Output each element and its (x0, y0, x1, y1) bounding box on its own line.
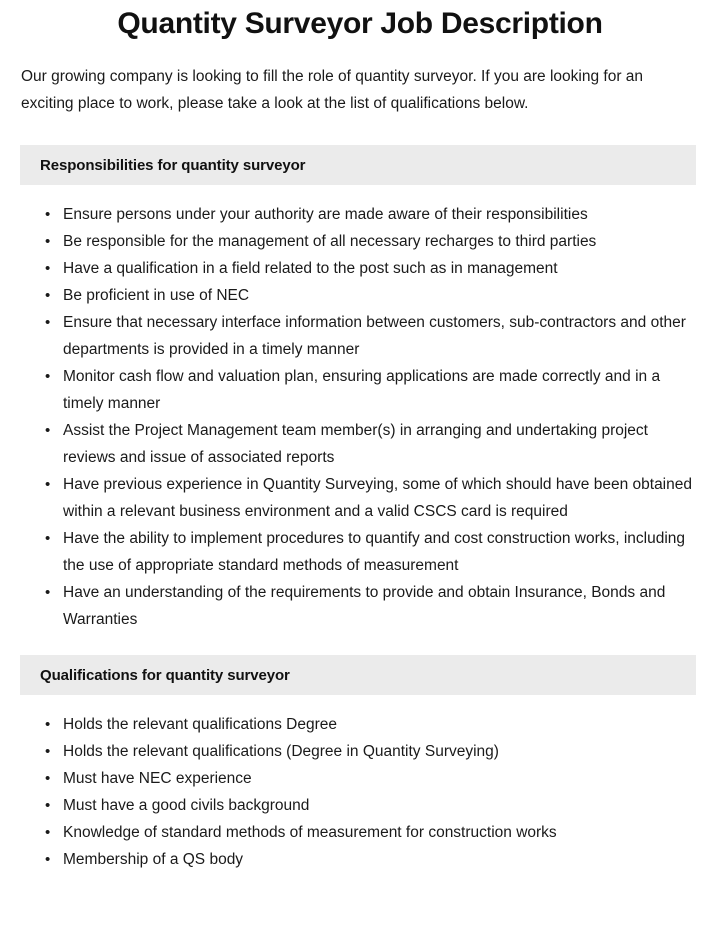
page-title: Quantity Surveyor Job Description (117, 7, 603, 40)
list-item: • Ensure persons under your authority are made aware of their responsibilities (45, 201, 696, 228)
section-responsibilities (0, 145, 720, 633)
list-item: • Have previous experience in Quantity Surveying, some of which should have been obtained within a relevant business environment and a valid CSCS card is required (45, 471, 696, 525)
list-item: • Have the ability to implement procedures to quantify and cost construction works, including the use of appropriate standard methods of measurement (45, 525, 696, 579)
list-item: • Monitor cash flow and valuation plan, ensuring applications are made correctly and in a timely manner (45, 363, 696, 417)
section-header-qualifications (20, 655, 696, 695)
list-item: • Knowledge of standard methods of measurement for construction works (45, 819, 696, 846)
list-item: • Membership of a QS body (45, 846, 696, 873)
list-item: • Ensure that necessary interface information between customers, sub-contractors and other departments is provided in a timely manner (45, 309, 696, 363)
list-item: • Be proficient in use of NEC (45, 282, 696, 309)
intro-paragraph: Our growing company is looking to fill the role of quantity surveyor. If you are looking for an exciting place to work, please take a look at the list of qualifications below. (21, 68, 644, 112)
section-qualifications (0, 655, 720, 873)
list-item: • Holds the relevant qualifications Degree (45, 711, 696, 738)
list-item: • Must have a good civils background (45, 792, 696, 819)
list-item: • Be responsible for the management of all necessary recharges to third parties (45, 228, 696, 255)
list-item: • Have an understanding of the requirements to provide and obtain Insurance, Bonds and Warranties (45, 579, 696, 633)
list-item: • Assist the Project Management team member(s) in arranging and undertaking project reviews and issue of associated reports (45, 417, 696, 471)
section-header-responsibilities (20, 145, 696, 185)
qualifications-list (0, 695, 720, 873)
section-heading-label: Responsibilities for quantity surveyor (40, 156, 306, 174)
list-item: • Must have NEC experience (45, 765, 696, 792)
responsibilities-list (0, 185, 720, 633)
list-item: • Holds the relevant qualifications (Degree in Quantity Surveying) (45, 738, 696, 765)
list-item: • Have a qualification in a field related to the post such as in management (45, 255, 696, 282)
section-heading-label: Qualifications for quantity surveyor (40, 666, 290, 684)
